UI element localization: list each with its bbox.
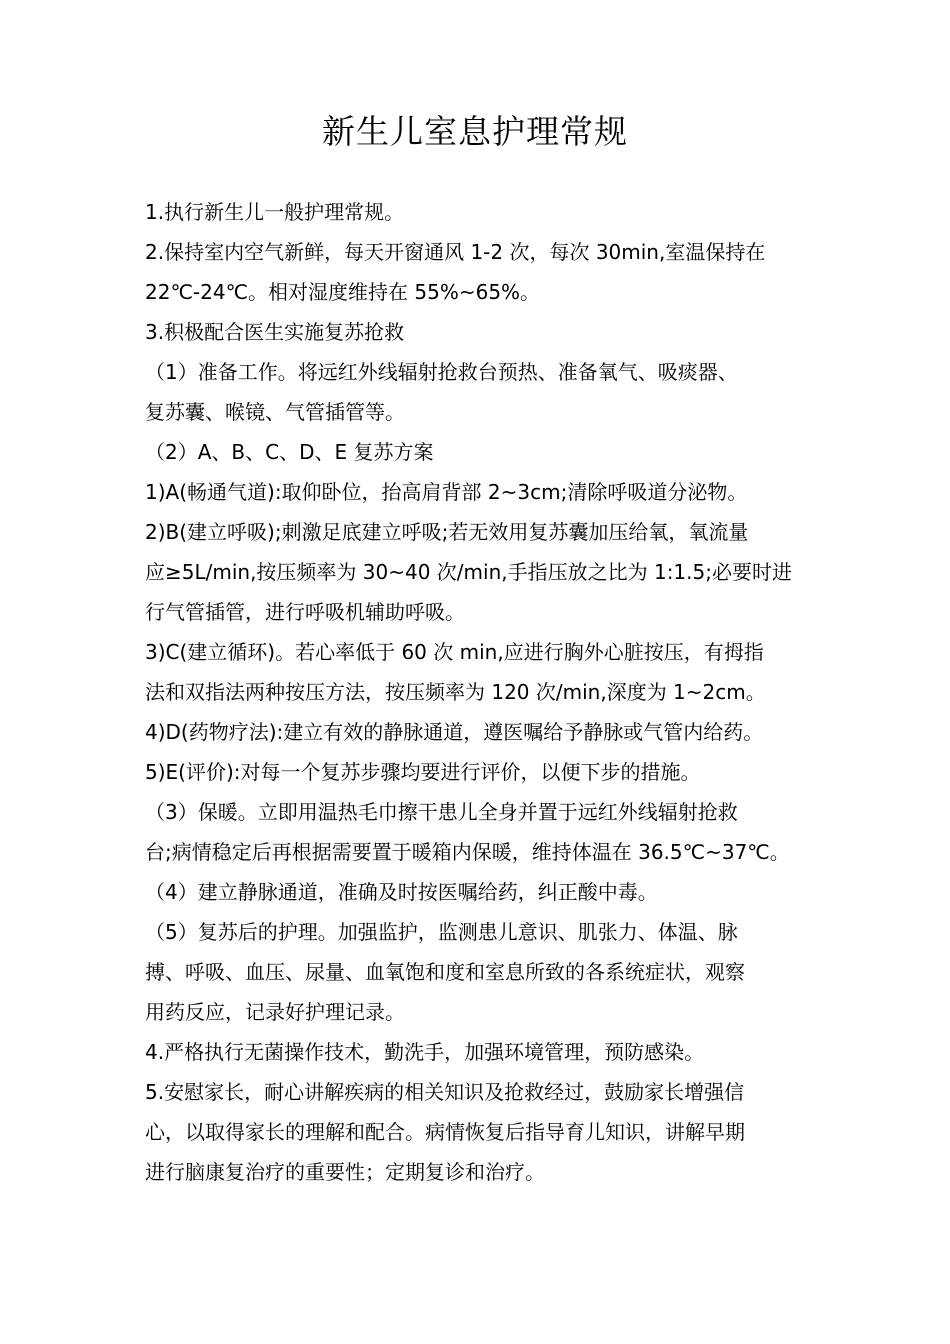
body-line: 2.保持室内空气新鲜，每天开窗通风 1-2 次，每次 30min,室温保持在 bbox=[145, 240, 766, 264]
body-line: 5.安慰家长，耐心讲解疾病的相关知识及抢救经过，鼓励家长增强信 bbox=[145, 1080, 745, 1104]
body-line: 应≥5L/min,按压频率为 30~40 次/min,手指压放之比为 1:1.5;必要时进 bbox=[145, 560, 792, 584]
body-line: 台;病情稳定后再根据需要置于暖箱内保暖，维持体温在 36.5℃~37℃。 bbox=[145, 840, 790, 864]
body-line: （3）保暖。立即用温热毛巾擦干患儿全身并置于远红外线辐射抢救 bbox=[145, 800, 738, 824]
body-line: 进行脑康复治疗的重要性；定期复诊和治疗。 bbox=[145, 1160, 545, 1184]
body-line: 搏、呼吸、血压、尿量、血氧饱和度和室息所致的各系统症状，观察 bbox=[145, 960, 745, 984]
body-line: 心，以取得家长的理解和配合。病情恢复后指导育儿知识，讲解早期 bbox=[145, 1120, 745, 1144]
body-line: （5）复苏后的护理。加强监护，监测患儿意识、肌张力、体温、脉 bbox=[145, 920, 738, 944]
document-body bbox=[145, 192, 825, 1192]
body-line: （1）准备工作。将远红外线辐射抢救台预热、准备氧气、吸痰器、 bbox=[145, 360, 738, 384]
body-line: 3)C(建立循环)。若心率低于 60 次 min,应进行胸外心脏按压，有拇指 bbox=[145, 640, 764, 664]
body-line: 1.执行新生儿一般护理常规。 bbox=[145, 200, 405, 224]
body-line: 3.积极配合医生实施复苏抢救 bbox=[145, 320, 405, 344]
body-line: 4)D(药物疗法):建立有效的静脉通道，遵医嘱给予静脉或气管内给药。 bbox=[145, 720, 764, 744]
body-line: 用药反应，记录好护理记录。 bbox=[145, 1000, 405, 1024]
body-line: 22℃-24℃。相对湿度维持在 55%~65%。 bbox=[145, 280, 541, 304]
body-line: 1)A(畅通气道):取仰卧位，抬高肩背部 2~3cm;清除呼吸道分泌物。 bbox=[145, 480, 748, 504]
body-line: 2)B(建立呼吸);刺激足底建立呼吸;若无效用复苏囊加压给氧，氧流量 bbox=[145, 520, 749, 544]
page-title: 新生儿室息护理常规 bbox=[322, 112, 628, 151]
body-line: （4）建立静脉通道，准确及时按医嘱给药，纠正酸中毒。 bbox=[145, 880, 658, 904]
body-line: 复苏囊、喉镜、气管插管等。 bbox=[145, 400, 405, 424]
body-line: 4.严格执行无菌操作技术，勤洗手，加强环境管理，预防感染。 bbox=[145, 1040, 705, 1064]
body-line: 行气管插管，进行呼吸机辅助呼吸。 bbox=[145, 600, 465, 624]
body-line: （2）A、B、C、D、E 复苏方案 bbox=[145, 440, 434, 464]
body-line: 法和双指法两种按压方法，按压频率为 120 次/min,深度为 1~2cm。 bbox=[145, 680, 766, 704]
body-line: 5)E(评价):对每一个复苏步骤均要进行评价，以便下步的措施。 bbox=[145, 760, 701, 784]
